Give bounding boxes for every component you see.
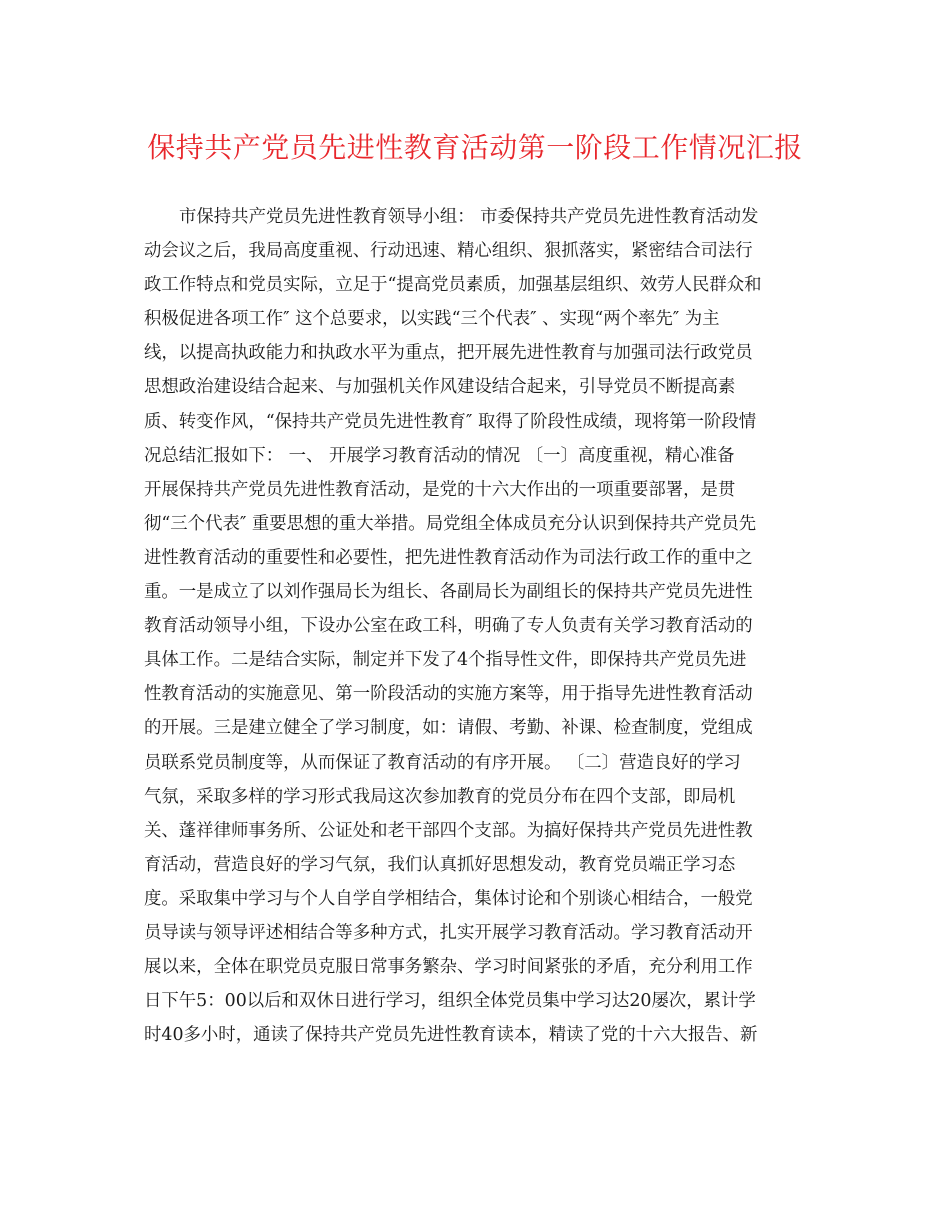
body-line: 日下午5：00以后和双休日进行学习，组织全体党员集中学习达20屡次，累计学 <box>144 991 756 1012</box>
body-line: 具体工作。二是结合实际，制定并下发了4个指导性文件，即保持共产党员先进 <box>144 650 747 671</box>
document-body <box>144 200 806 1052</box>
body-line: 动会议之后，我局高度重视、行动迅速、精心组织、狠抓落实，紧密结合司法行 <box>144 241 753 262</box>
body-line: 况总结汇报如下： 一、 开展学习教育活动的情况 〔一〕高度重视，精心准备 <box>144 445 735 466</box>
body-line: 开展保持共产党员先进性教育活动，是党的十六大作出的一项重要部署，是贯 <box>144 479 736 500</box>
body-line: 的开展。三是建立健全了学习制度，如：请假、考勤、补课、检查制度，党组成 <box>144 718 753 739</box>
body-line: 育活动，营造良好的学习气氛，我们认真抓好思想发动，教育党员端正学习态 <box>144 854 736 875</box>
body-line: 市保持共产党员先进性教育领导小组： 市委保持共产党员先进性教育活动发 <box>179 207 759 227</box>
body-line: 彻“三个代表″ 重要思想的重大举措。局党组全体成员充分认识到保持共产党员先 <box>144 513 757 534</box>
body-line: 性教育活动的实施意见、第一阶段活动的实施方案等，用于指导先进性教育活动 <box>144 684 753 705</box>
body-line: 进性教育活动的重要性和必要性，把先进性教育活动作为司法行政工作的重中之 <box>144 547 753 568</box>
document-title: 保持共产党员先进性教育活动第一阶段工作情况汇报 <box>147 131 803 164</box>
body-line: 教育活动领导小组，下设办公室在政工科，明确了专人负责有关学习教育活动的 <box>144 616 753 637</box>
body-line: 度。采取集中学习与个人自学自学相结合，集体讨论和个别谈心相结合，一般党 <box>144 888 753 909</box>
body-line: 重。一是成立了以刘作强局长为组长、各副局长为副组长的保持共产党员先进性 <box>144 582 753 603</box>
body-line: 关、蓬祥律师事务所、公证处和老干部四个支部。为搞好保持共产党员先进性教 <box>144 820 753 841</box>
body-line: 气氛，采取多样的学习形式我局这次参加教育的党员分布在四个支部，即局机 <box>144 786 736 807</box>
body-line: 质、转变作风，“保持共产党员先进性教育″ 取得了阶段性成绩，现将第一阶段情 <box>144 411 757 432</box>
body-line: 思想政治建设结合起来、与加强机关作风建设结合起来，引导党员不断提高素 <box>144 377 736 398</box>
body-line: 员导读与领导评述相结合等多种方式，扎实开展学习教育活动。学习教育活动开 <box>144 922 753 943</box>
body-line: 积极促进各项工作″ 这个总要求，以实践“三个代表″ 、实现“两个率先″ 为主 <box>144 309 720 330</box>
body-line: 展以来，全体在职党员克服日常事务繁杂、学习时间紧张的矛盾，充分利用工作 <box>144 957 753 978</box>
body-line: 时40多小时，通读了保持共产党员先进性教育读本，精读了党的十六大报告、新 <box>144 1025 758 1046</box>
body-line: 政工作特点和党员实际，立足于“提高党员素质，加强基层组织、效劳人民群众和 <box>144 275 762 296</box>
body-line: 线，以提高执政能力和执政水平为重点，把开展先进性教育与加强司法行政党员 <box>144 343 753 364</box>
body-line: 员联系党员制度等，从而保证了教育活动的有序开展。 〔二〕营造良好的学习 <box>144 752 741 773</box>
